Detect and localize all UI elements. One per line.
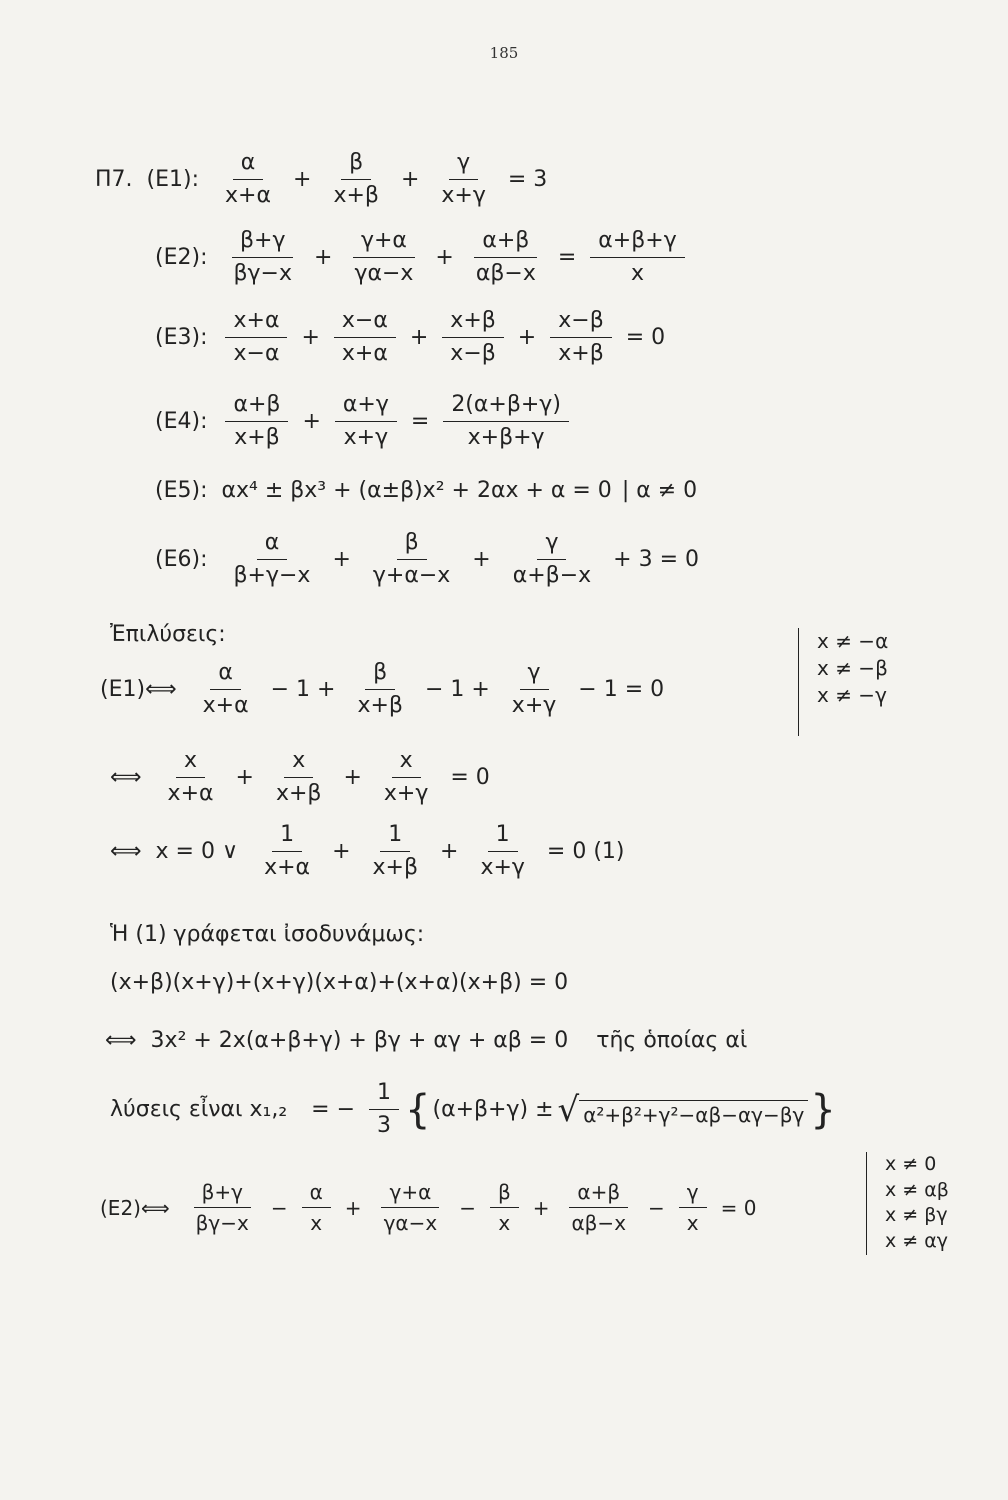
fraction: $\frac{\gamma+\alpha}{\gamma\alpha-x}$ [354,228,414,287]
fraction: $\frac{\alpha+\beta}{\alpha\beta-x}$ [563,1180,634,1235]
fraction: $\frac{x+\alpha}{x-\alpha}$ [225,308,287,368]
fraction: $\frac{\alpha+\beta+\gamma}{x}$ [590,228,684,288]
solution-step-2: ⟺ $\frac{x}{x+\alpha}$ + $\frac{x}{x+\beta}$ + $\frac{x}{x+\gamma}$ = 0 [110,748,490,807]
equation-e1: Π7. (E1): $\frac{\alpha}{x+\alpha}$ + $\frac{\beta}{x+\beta}$ + $\frac{\gamma}{x+\gamma}$ = 3 [95,150,548,209]
condition: x ≠ −β [817,656,888,680]
equation-label: (E1): [146,167,200,193]
fraction: $\frac{\beta+\gamma}{\beta\gamma-x}$ [188,1180,257,1235]
condition: x ≠ αγ [885,1229,949,1252]
fraction: $\frac{\gamma}{x+\gamma}$ [441,150,486,209]
equation-e3: (E3): $\frac{x+\alpha}{x-\alpha}$ + $\frac{x-\alpha}{x+\alpha}$ + $\frac{x+\beta}{x-\beta}$ + $\frac{x-\beta}{x+\beta}$ = 0 [155,308,666,367]
equation-e6: (E6): $\frac{\alpha}{\beta+\gamma-x}$ + $\frac{\beta}{\gamma+\alpha-x}$ + $\frac{\gamma}{\alpha+\beta-x}$ + 3 = 0 [155,530,700,589]
condition: x ≠ −α [817,629,889,653]
fraction: $\frac{\alpha}{x}$ [302,1180,331,1235]
condition: x ≠ βγ [885,1204,948,1227]
solution-e1: (E1)⟺ $\frac{\alpha}{x+\alpha}$ − 1 + $\frac{\beta}{x+\beta}$ − 1 + $\frac{\gamma}{x+\gamma}$ − 1 = 0 [100,660,665,719]
problem-label: Π7. [95,167,133,193]
equivalence-arrow: ⟺ [110,839,142,865]
fraction: $\frac{\alpha}{x+\alpha}$ [202,660,249,719]
solution-e2: (E2)⟺ $\frac{\beta+\gamma}{\beta\gamma-x}$ − $\frac{\alpha}{x}$ + $\frac{\gamma+\alpha}{\gamma\alpha-x}$ − $\frac{\beta}{x}$ + $\frac{\alpha+\beta}{\alpha\beta-x}$ − $\frac{\gamma}{x}$ = 0 [100,1180,757,1235]
conditions-e1 [798,628,888,736]
solution-label: (E1)⟺ [100,677,177,703]
fraction: $\frac{\alpha+\gamma}{x+\gamma}$ [335,392,397,452]
fraction: $\frac{\beta}{x+\beta}$ [333,150,379,209]
fraction: $\frac{\gamma}{x}$ [679,1180,707,1235]
fraction: $\frac{1}{3}$ [369,1080,399,1140]
fraction: $\frac{x-\beta}{x+\beta}$ [550,308,612,368]
explanation-text: Ἡ (1) γράφεται ἰσοδυνάμως: [110,922,425,947]
conditions-e2 [866,1152,949,1255]
equation-label: (E3): [155,325,208,351]
condition: x ≠ αβ [885,1178,949,1201]
expanded-equation: (x+β)(x+γ)+(x+γ)(x+α)+(x+α)(x+β) = 0 [110,970,569,995]
equivalence-arrow: ⟺ [110,765,142,791]
fraction: $\frac{1}{x+\gamma}$ [480,822,525,881]
roots-formula: λύσεις εἶναι x₁,₂ = − $\frac{1}{3}$ { (α+β+γ) ± √ α²+β²+γ²−αβ−αγ−βγ } [110,1080,836,1139]
equation-label: (E5): [155,478,208,503]
condition: x ≠ 0 [885,1153,937,1175]
equation-e4: (E4): $\frac{\alpha+\beta}{x+\beta}$ + $\frac{\alpha+\gamma}{x+\gamma}$ = $\frac{2(\alpha+\beta+\gamma)}{x+\beta+\gamma}$ [155,392,573,452]
fraction: $\frac{\alpha+\beta}{\alpha\beta-x}$ [475,228,536,287]
fraction: $\frac{x+\beta}{x-\beta}$ [442,308,504,368]
fraction: $\frac{\beta}{x+\beta}$ [357,660,403,719]
equation-e5 [155,478,707,503]
equation-condition: | α ≠ 0 [621,478,698,503]
solutions-heading: Ἐπιλύσεις: [110,622,226,647]
fraction: $\frac{x}{x+\alpha}$ [167,748,214,807]
fraction: $\frac{1}{x+\beta}$ [372,822,418,881]
equation-label: (E6): [155,547,208,573]
solution-step-3: ⟺ x = 0 ∨ $\frac{1}{x+\alpha}$ + $\frac{1}{x+\beta}$ + $\frac{1}{x+\gamma}$ = 0 (1) [110,822,625,881]
fraction: $\frac{x}{x+\gamma}$ [383,748,429,807]
equation-e2: (E2): $\frac{\beta+\gamma}{\beta\gamma-x}$ + $\frac{\gamma+\alpha}{\gamma\alpha-x}$ + $\frac{\alpha+\beta}{\alpha\beta-x}$ = $\frac{\alpha+\beta+\gamma}{x}$ [155,228,689,288]
fraction: $\frac{x-\alpha}{x+\alpha}$ [334,308,396,368]
quadratic-equation: ⟺ 3x² + 2x(α+β+γ) + βγ + αγ + αβ = 0 τῆς ὁποίας αἱ [105,1028,748,1053]
fraction: $\frac{2(\alpha+\beta+\gamma)}{x+\beta+\gamma}$ [443,392,569,452]
equation-label: (E2): [155,245,208,271]
fraction: $\frac{\gamma}{x+\gamma}$ [511,660,557,719]
page-number: 185 [489,44,519,62]
fraction: $\frac{\alpha+\beta}{x+\beta}$ [225,392,288,452]
square-root: √ α²+β²+γ²−αβ−αγ−βγ [558,1093,809,1127]
equation-expression: αx⁴ ± βx³ + (α±β)x² + 2αx + α = 0 [221,478,612,503]
fraction: $\frac{\beta+\gamma}{\beta\gamma-x}$ [233,228,292,287]
fraction: $\frac{\alpha}{\beta+\gamma-x}$ [233,530,311,589]
fraction: $\frac{\beta}{x}$ [490,1180,519,1235]
fraction: $\frac{\gamma+\alpha}{\gamma\alpha-x}$ [376,1180,446,1235]
solution-label: (E2)⟺ [100,1195,170,1220]
fraction: $\frac{\beta}{\gamma+\alpha-x}$ [372,530,451,589]
fraction: $\frac{1}{x+\alpha}$ [264,822,311,881]
fraction: $\frac{\gamma}{\alpha+\beta-x}$ [512,530,592,589]
equation-label: (E4): [155,409,208,435]
condition: x ≠ −γ [817,683,887,707]
fraction: $\frac{x}{x+\beta}$ [275,748,322,807]
fraction: $\frac{\alpha}{x+\alpha}$ [225,150,271,209]
equivalence-arrow: ⟺ [105,1028,137,1053]
